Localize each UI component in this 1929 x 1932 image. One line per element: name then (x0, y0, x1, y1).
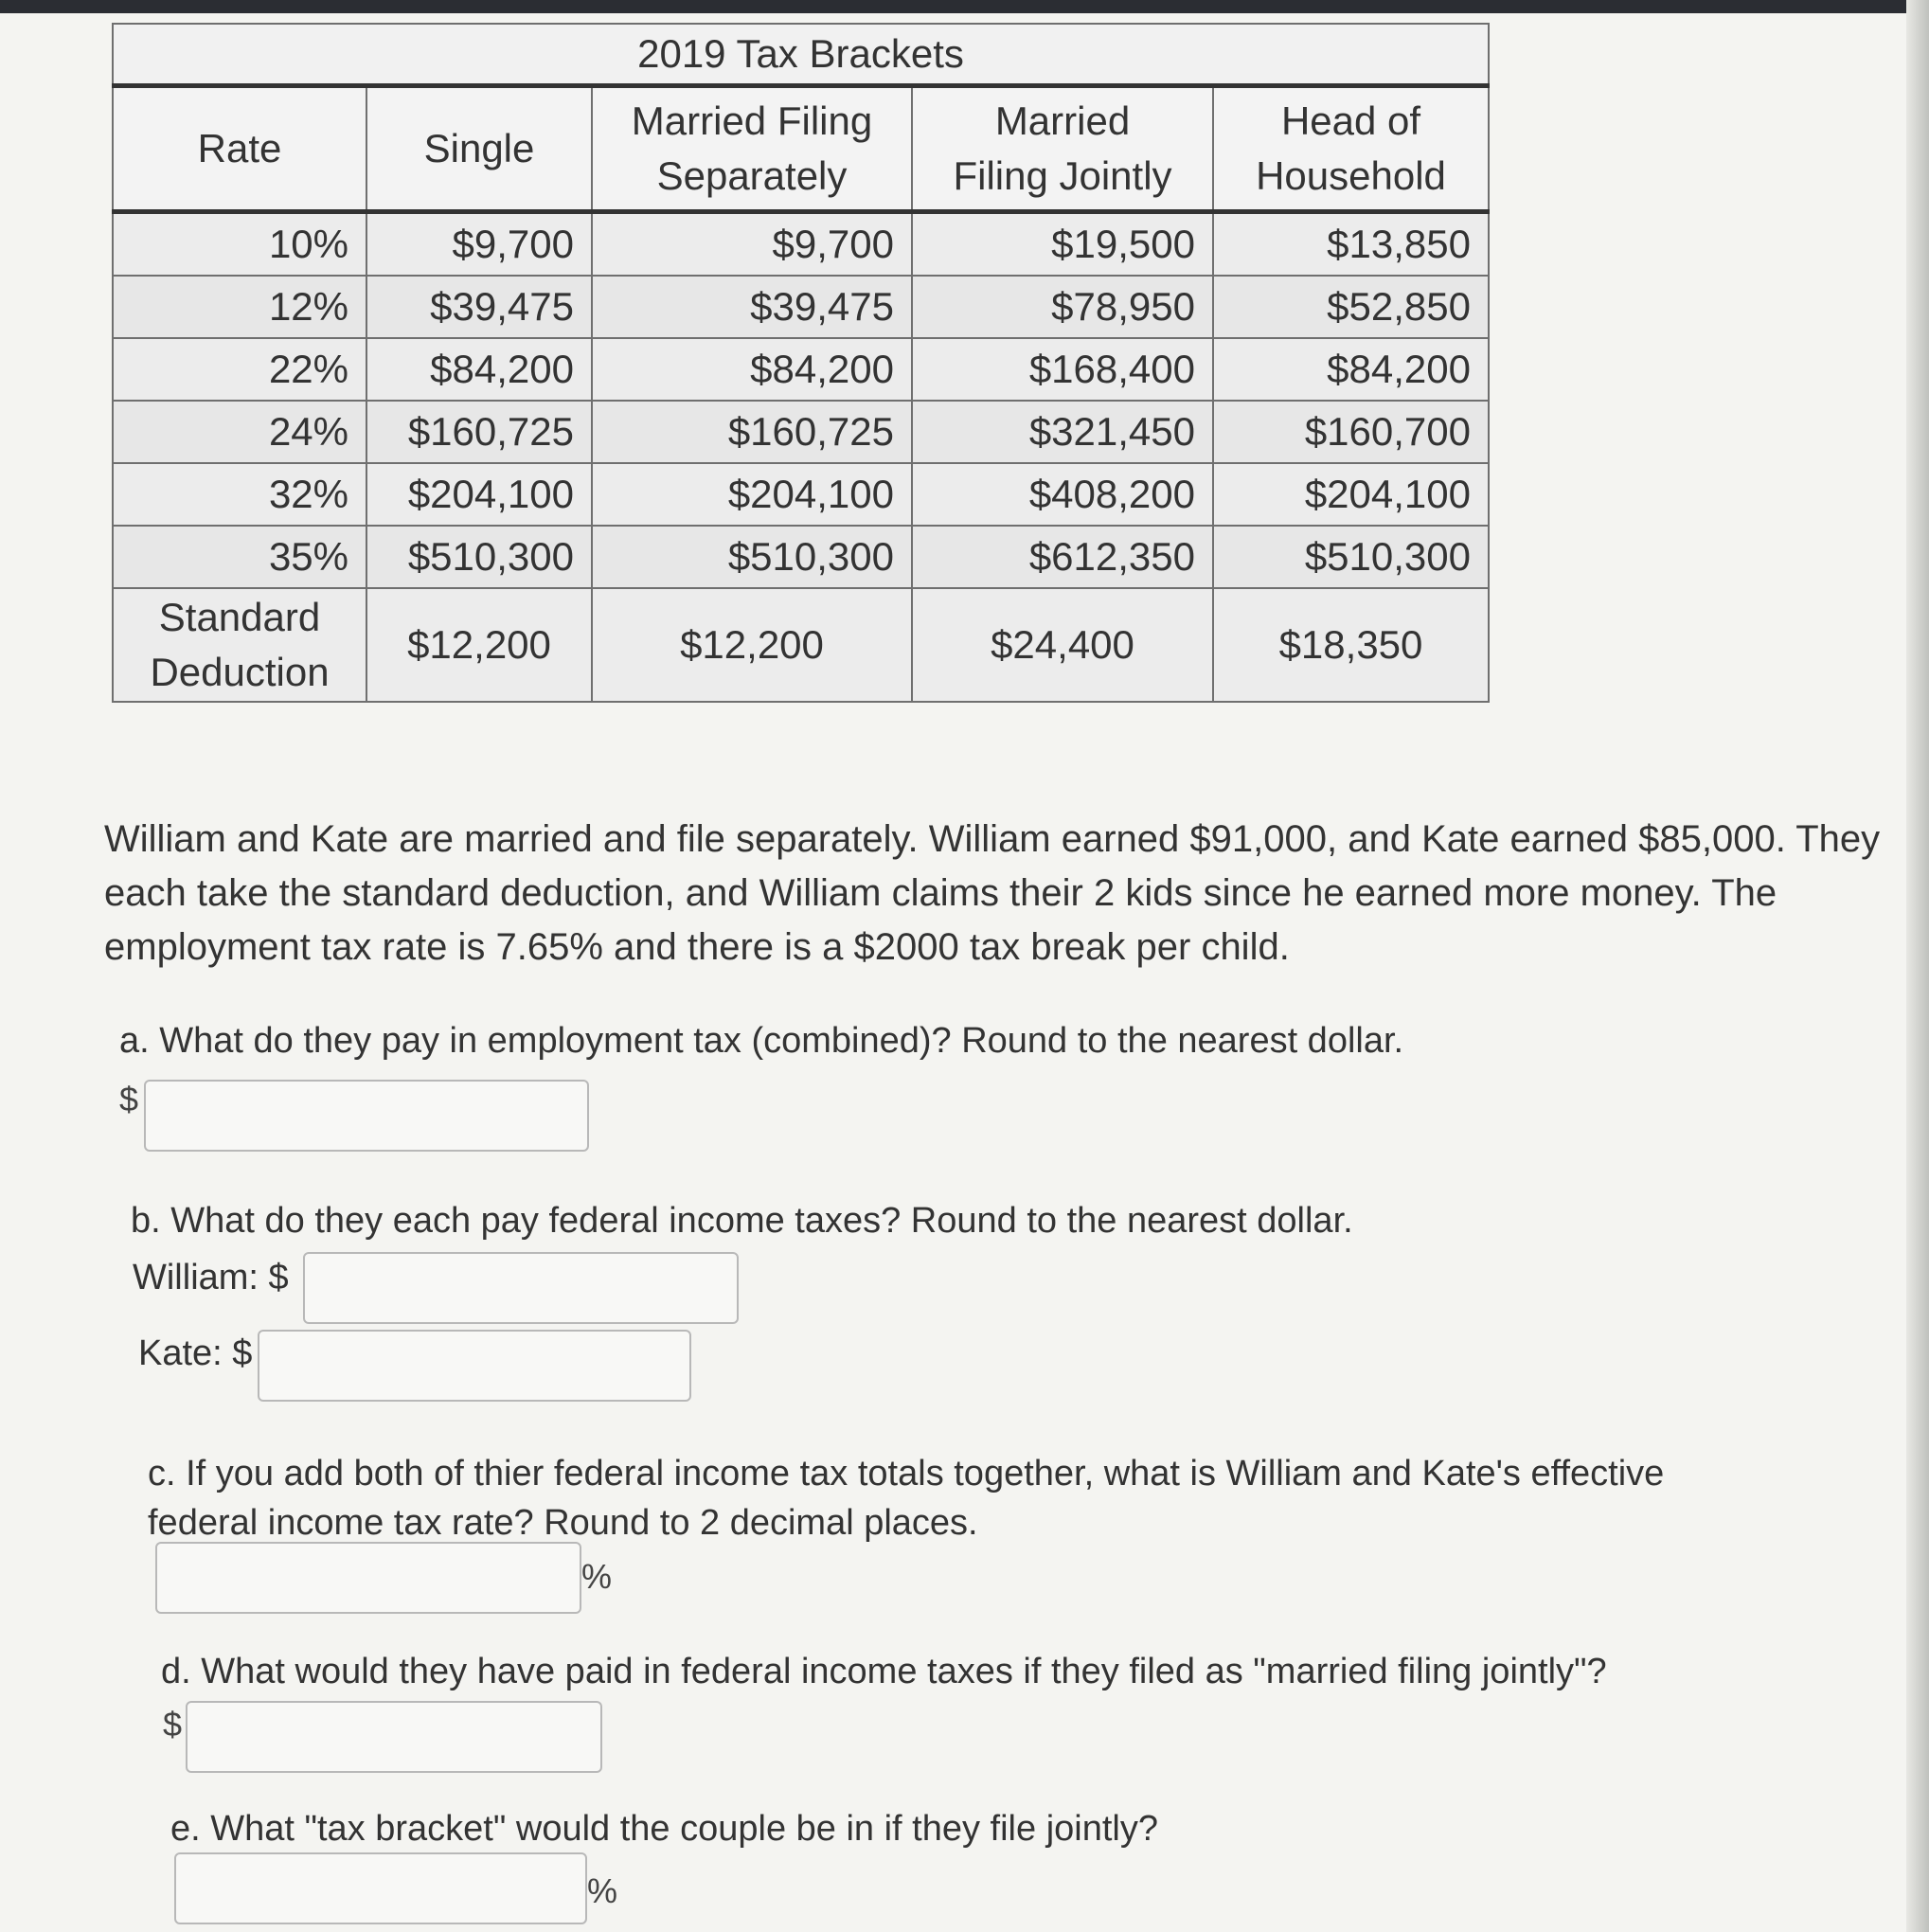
bracket-cell-single: $204,100 (366, 463, 592, 526)
employment-tax-input[interactable] (144, 1080, 589, 1152)
deduction-cell-hoh: $18,350 (1213, 588, 1489, 702)
bracket-cell-mfj: $168,400 (912, 338, 1213, 401)
bracket-cell-single: $9,700 (366, 212, 592, 277)
table-row (113, 212, 1489, 277)
bracket-cell-mfj: $19,500 (912, 212, 1213, 277)
tax-brackets-table (112, 23, 1490, 703)
william-label: William: $ (133, 1258, 289, 1297)
bracket-cell-mfj: $78,950 (912, 276, 1213, 338)
table-row (113, 401, 1489, 463)
deduction-cell-single: $12,200 (366, 588, 592, 702)
screen-edge (1906, 0, 1929, 1932)
bracket-cell-hoh: $13,850 (1213, 212, 1489, 277)
percent-sign: % (581, 1557, 613, 1596)
table-row (113, 338, 1489, 401)
question-a: a. What do they pay in employment tax (combined)? Round to the nearest dollar. (119, 1021, 1404, 1061)
top-dark-edge (0, 0, 1929, 13)
question-b: b. What do they each pay federal income taxes? Round to the nearest dollar. (131, 1201, 1353, 1241)
col-header-rate: Rate (113, 86, 366, 212)
bracket-cell-mfj: $408,200 (912, 463, 1213, 526)
standard-deduction-label: Standard Deduction (113, 588, 366, 702)
kate-label: Kate: $ (138, 1333, 253, 1373)
bracket-cell-single: $160,725 (366, 401, 592, 463)
bracket-cell-hoh: $204,100 (1213, 463, 1489, 526)
bracket-cell-mfs: $160,725 (592, 401, 912, 463)
bracket-cell-mfs: $39,475 (592, 276, 912, 338)
bracket-cell-single: $84,200 (366, 338, 592, 401)
bracket-cell-mfs: $510,300 (592, 526, 912, 588)
col-header-single: Single (366, 86, 592, 212)
bracket-cell-single: $39,475 (366, 276, 592, 338)
percent-sign: % (587, 1871, 618, 1910)
william-tax-input[interactable] (303, 1252, 739, 1324)
bracket-cell-hoh: $84,200 (1213, 338, 1489, 401)
effective-rate-input[interactable] (155, 1542, 581, 1614)
bracket-cell-single: $510,300 (366, 526, 592, 588)
bracket-cell-hoh: $52,850 (1213, 276, 1489, 338)
table-row (113, 276, 1489, 338)
deduction-cell-mfj: $24,400 (912, 588, 1213, 702)
bracket-cell-mfj: $321,450 (912, 401, 1213, 463)
rate-cell: 24% (113, 401, 366, 463)
rate-cell: 32% (113, 463, 366, 526)
question-e: e. What "tax bracket" would the couple be in if they file jointly? (170, 1809, 1158, 1849)
bracket-cell-hoh: $160,700 (1213, 401, 1489, 463)
col-header-mfj: Married Filing Jointly (912, 86, 1213, 212)
deduction-cell-mfs: $12,200 (592, 588, 912, 702)
bracket-cell-mfs: $204,100 (592, 463, 912, 526)
question-c: c. If you add both of thier federal income tax totals together, what is William and Kate's effective federal income tax rate? Round to 2 decimal places. (148, 1454, 1665, 1543)
joint-tax-input[interactable] (186, 1701, 602, 1773)
bracket-cell-hoh: $510,300 (1213, 526, 1489, 588)
kate-tax-input[interactable] (258, 1330, 691, 1402)
col-header-hoh: Head of Household (1213, 86, 1489, 212)
table-title: 2019 Tax Brackets (113, 24, 1489, 86)
question-d: d. What would they have paid in federal income taxes if they filed as "married filing jointly"? (161, 1652, 1607, 1691)
rate-cell: 35% (113, 526, 366, 588)
rate-cell: 10% (113, 212, 366, 277)
table-row (113, 526, 1489, 588)
rate-cell: 22% (113, 338, 366, 401)
dollar-sign: $ (119, 1080, 139, 1118)
tax-bracket-input[interactable] (174, 1852, 587, 1924)
col-header-mfs: Married Filing Separately (592, 86, 912, 212)
dollar-sign: $ (163, 1705, 183, 1744)
standard-deduction-row (113, 588, 1489, 702)
bracket-cell-mfs: $9,700 (592, 212, 912, 277)
table-row (113, 463, 1489, 526)
bracket-cell-mfs: $84,200 (592, 338, 912, 401)
problem-statement: William and Kate are married and file separately. William earned $91,000, and Kate earned $85,000. They each take the standard deduction, and William claims their 2 kids since he earned more money. The employment tax rate is 7.65% and there is a $2000 tax break per child. (104, 818, 1881, 968)
rate-cell: 12% (113, 276, 366, 338)
bracket-cell-mfj: $612,350 (912, 526, 1213, 588)
